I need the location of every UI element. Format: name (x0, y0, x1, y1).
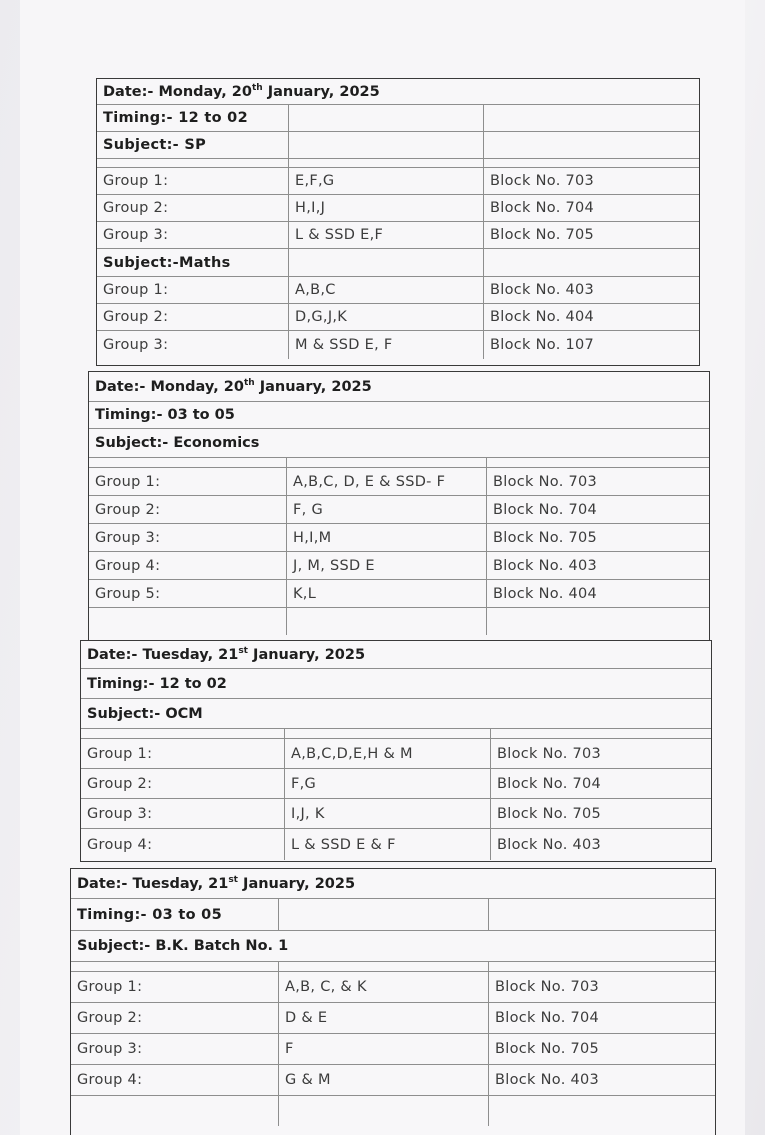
group-cell: Group 1: (97, 277, 289, 303)
date-row (71, 869, 715, 899)
timing-row (89, 402, 709, 429)
timing-label: Timing:- 03 to 05 (71, 899, 279, 930)
block-cell: Block No. 403 (497, 836, 602, 853)
group-cell: Group 1: (97, 168, 289, 194)
subject-title: Subject:-Maths (97, 249, 289, 276)
subject-row (97, 132, 699, 159)
timing-row (97, 105, 699, 132)
subject-row (97, 249, 699, 277)
table-row (97, 168, 699, 195)
group-cell: Group 4: (71, 1065, 279, 1095)
block-cell: Block No. 704 (495, 1010, 600, 1026)
table-row (71, 1065, 715, 1096)
divisions-cell: A,B,C,D,E,H & M (285, 739, 491, 768)
table-row (71, 972, 715, 1003)
table-row (89, 552, 709, 580)
exam-section-2 (88, 371, 710, 641)
divisions-cell: H,I,J (289, 195, 484, 221)
group-cell: Group 2: (97, 195, 289, 221)
table-row (71, 1003, 715, 1034)
block-cell: Block No. 704 (493, 501, 598, 518)
block-cell: Block No. 705 (490, 227, 595, 243)
block-cell: Block No. 403 (490, 282, 595, 298)
subject-title: Subject:- OCM (87, 705, 203, 722)
table-row (89, 468, 709, 496)
date-row (97, 79, 699, 105)
group-cell: Group 4: (89, 552, 287, 579)
divisions-cell: D & E (279, 1003, 489, 1033)
block-cell: Block No. 704 (497, 775, 602, 792)
block-cell: Block No. 703 (493, 473, 598, 490)
timing-row (81, 669, 711, 699)
date-row (89, 372, 709, 402)
divisions-cell: A,B, C, & K (279, 972, 489, 1002)
group-cell: Group 2: (89, 496, 287, 523)
block-cell: Block No. 704 (490, 200, 595, 216)
divisions-cell: F, G (287, 496, 487, 523)
block-cell: Block No. 403 (493, 557, 598, 574)
block-cell: Block No. 107 (490, 337, 595, 353)
table-row (97, 331, 699, 359)
table-row (89, 580, 709, 608)
divisions-cell: I,J, K (285, 799, 491, 828)
divisions-cell: D,G,J,K (289, 304, 484, 330)
table-row (71, 1034, 715, 1065)
divisions-cell: L & SSD E & F (285, 829, 491, 860)
subject-row (89, 429, 709, 458)
block-cell: Block No. 703 (490, 173, 595, 189)
divisions-cell: F (279, 1034, 489, 1064)
divisions-cell: K,L (287, 580, 487, 607)
divisions-cell: J, M, SSD E (287, 552, 487, 579)
exam-section-1 (96, 78, 700, 366)
group-cell: Group 3: (81, 799, 285, 828)
timetable-sheet (20, 0, 745, 1135)
date-heading: Date:- Tuesday, 21st January, 2025 (87, 645, 366, 663)
subject-title: Subject:- SP (97, 132, 289, 158)
date-heading: Date:- Monday, 20th January, 2025 (95, 377, 372, 395)
group-cell: Group 1: (81, 739, 285, 768)
divisions-cell: A,B,C (289, 277, 484, 303)
table-row (81, 799, 711, 829)
timing-label: Timing:- 12 to 02 (87, 675, 227, 692)
group-cell: Group 3: (97, 222, 289, 248)
table-row (97, 222, 699, 249)
block-cell: Block No. 705 (497, 805, 602, 822)
block-cell: Block No. 705 (495, 1041, 600, 1057)
group-cell: Group 5: (89, 580, 287, 607)
table-row (97, 195, 699, 222)
block-cell: Block No. 705 (493, 529, 598, 546)
group-cell: Group 1: (71, 972, 279, 1002)
group-cell: Group 2: (81, 769, 285, 798)
table-row (81, 739, 711, 769)
table-row (81, 829, 711, 860)
group-cell: Group 2: (97, 304, 289, 330)
group-cell: Group 1: (89, 468, 287, 495)
table-row (89, 496, 709, 524)
table-row (81, 769, 711, 799)
block-cell: Block No. 403 (495, 1072, 600, 1088)
divisions-cell: G & M (279, 1065, 489, 1095)
subject-title: Subject:- Economics (95, 435, 260, 451)
group-cell: Group 2: (71, 1003, 279, 1033)
table-row (97, 277, 699, 304)
table-row (97, 304, 699, 331)
group-cell: Group 4: (81, 829, 285, 860)
block-cell: Block No. 404 (493, 585, 598, 602)
date-heading: Date:- Monday, 20th January, 2025 (103, 82, 380, 100)
timing-label: Timing:- 03 to 05 (95, 407, 235, 423)
group-cell: Group 3: (89, 524, 287, 551)
divisions-cell: E,F,G (289, 168, 484, 194)
block-cell: Block No. 703 (495, 979, 600, 995)
divisions-cell: F,G (285, 769, 491, 798)
subject-row (71, 931, 715, 962)
table-row (89, 524, 709, 552)
divisions-cell: L & SSD E,F (289, 222, 484, 248)
exam-section-4 (70, 868, 716, 1135)
exam-section-3 (80, 640, 712, 862)
date-heading: Date:- Tuesday, 21st January, 2025 (77, 874, 356, 892)
subject-title: Subject:- B.K. Batch No. 1 (77, 938, 289, 954)
timing-row (71, 899, 715, 931)
timing-label: Timing:- 12 to 02 (97, 105, 289, 131)
divisions-cell: M & SSD E, F (289, 331, 484, 359)
divisions-cell: A,B,C, D, E & SSD- F (287, 468, 487, 495)
block-cell: Block No. 404 (490, 309, 595, 325)
block-cell: Block No. 703 (497, 745, 602, 762)
group-cell: Group 3: (97, 331, 289, 359)
divisions-cell: H,I,M (287, 524, 487, 551)
date-row (81, 641, 711, 669)
group-cell: Group 3: (71, 1034, 279, 1064)
subject-row (81, 699, 711, 729)
